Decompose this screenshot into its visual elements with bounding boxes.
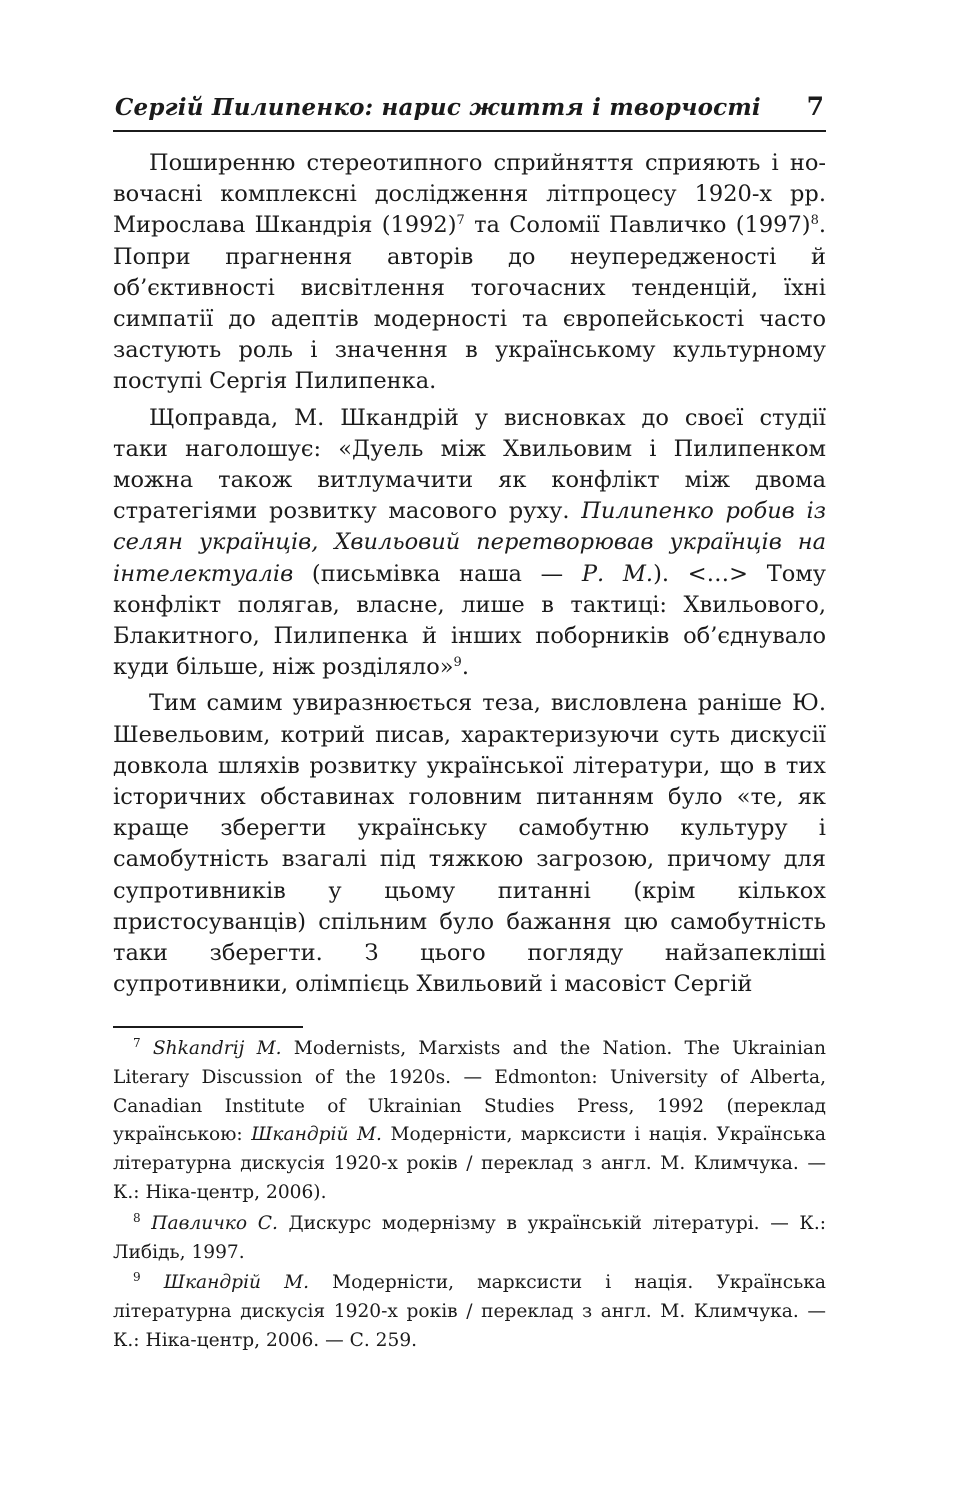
main-text (113, 148, 826, 1005)
p2-italic-quote: Пилипенко робив із селян українців, Хвильовий перетворював українців на інтелектуалів (113, 498, 826, 587)
footnote-9-text: Модерністи, марксисти і нація. Українська літературна дискусія 1920-х років / переклад з англ. М. Климчука. — К.: Ніка-центр, 2006. — С. 259. (113, 1272, 826, 1351)
footnote-8 (113, 1210, 826, 1268)
p2-text-4: . (461, 654, 469, 681)
p1-text-2: та Соломії Павличко (1997) (464, 212, 811, 239)
footnote-number-7: 7 (133, 1036, 141, 1050)
p2-italic-initials: Р. М. (581, 560, 654, 587)
footnotes (113, 1035, 826, 1358)
footnote-7-author: Shkandrij M. (152, 1038, 282, 1059)
footnote-separator (113, 1026, 303, 1028)
footnote-7 (113, 1035, 826, 1208)
p2-text-2: (письмівка наша — (293, 560, 582, 587)
p1-text-3: . Попри прагнення авторів до неупередженості й об’єктивності висвітлення тогочасних тенденцій, їхні симпатії до адептів модерності та європейськості часто застують роль і значення в українському культурному поступі Сергія Пилипенка. (113, 212, 826, 395)
footnote-8-author: Павличко С. (151, 1212, 278, 1234)
footnote-7-text-1: Modernists, Marxists and the Nation. The Ukrainian Literary Discussion of the 1920s. — Edmonton: University of Alberta, Canadian Institute of Ukrainian Studies Press, 1992 (переклад українською: (113, 1038, 826, 1146)
footnote-ref-8[interactable]: 8 (810, 213, 819, 229)
footnote-ref-9[interactable]: 9 (453, 655, 462, 671)
p1-text-1: Поширенню стереотипного сприйняття сприяють і новочасні комплексні дослідження літпроцесу 1920-х рр. Мирослава Шкандрія (1992) (113, 150, 826, 239)
footnote-ref-7[interactable]: 7 (456, 213, 465, 229)
footnote-number-8: 8 (133, 1210, 141, 1225)
p2-text-3: ). <…> Тому конфлікт полягав, власне, лише в тактиці: Хвильового, Блакитного, Пилипенка й інших поборників об’єднувало куди більше, ніж розділяло» (113, 560, 826, 681)
p2-text-1: Щоправда, М. Шкандрій у висновках до своєї студії таки наголошує: «Дуель між Хвильовим і Пилипенком можна також витлумачити як конфлікт між двома стратегіями розвитку масового руху. (113, 404, 826, 525)
footnote-9 (113, 1269, 826, 1355)
footnote-number-9: 9 (133, 1270, 141, 1285)
footnote-8-text: Дискурс модернізму в українській літературі. — К.: Либідь, 1997. (113, 1212, 826, 1263)
footnote-7-author-ua: Шкандрій М. (251, 1124, 382, 1146)
paragraph-2 (113, 403, 826, 684)
paragraph-3: Тим самим увиразнюється теза, висловлена раніше Ю. Шевельовим, котрий писав, характеризуючи суть дискусії довкола шляхів розвитку української літератури, що в тих історичних обставинах головним питанням було «те, як краще зберегти українську самобутню культуру і самобутність взагалі під тяжкою загрозою, причому для супротивників у цьому питанні (крім кількох пристосуванців) спільним було бажання цю самобутність таки зберегти. З цього погляду найзапекліші супротивники, олімпієць Хвильовий і масовіст Сергій (113, 690, 826, 998)
footnote-7-text-2: Модерністи, марксисти і нація. Українська літературна дискусія 1920-х років / переклад з англ. М. Климчука. — К.: Ніка-центр, 2006). (113, 1124, 827, 1203)
paragraph-1 (113, 148, 826, 398)
footnote-9-author: Шкандрій М. (163, 1272, 310, 1294)
page-number: 7 (806, 92, 824, 121)
running-header (113, 92, 826, 132)
running-title: Сергій Пилипенко: нарис життя і творчості (115, 94, 761, 121)
